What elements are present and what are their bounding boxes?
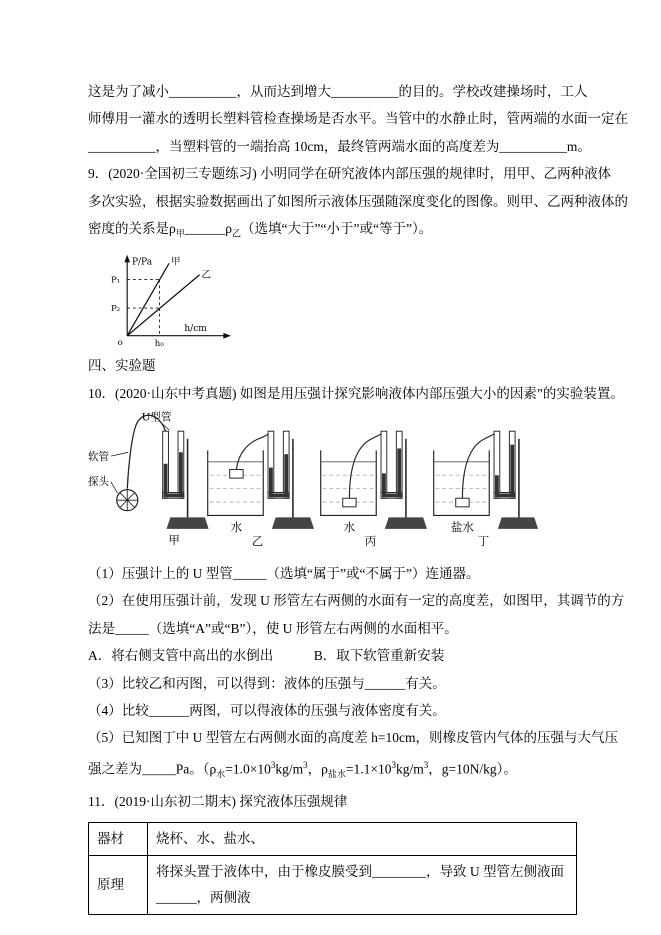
probe-pointer [111, 482, 118, 493]
pressure-depth-graph-svg [104, 250, 238, 350]
p1-label: P₁ [111, 275, 121, 286]
line-jia [127, 263, 169, 335]
hose-label: 软管 [88, 450, 110, 463]
probe-box [230, 469, 243, 478]
text-part: 水 [216, 768, 226, 779]
liquid-name-yi: 水 [230, 519, 243, 534]
text-part: 乙 [232, 228, 242, 239]
intro-line-2: 师傅用一灌水的透明长塑料管检查操场是否水平。当管中的水静止时，管两端的水面一定在 [88, 111, 628, 127]
worksheet-content [88, 78, 628, 915]
text-part: 3 [270, 759, 276, 770]
pressure-depth-graph [104, 250, 580, 350]
liquid-name-bing: 水 [343, 519, 356, 534]
probe-label: 探头 [88, 475, 110, 488]
setup-jia-label: 甲 [168, 533, 180, 548]
p2-label: P₂ [111, 304, 121, 315]
text-part: ______ [184, 221, 226, 237]
text-part: ρ [225, 221, 233, 237]
liquid-right [510, 445, 514, 498]
liquid-right [397, 448, 401, 497]
line-yi-label: 乙 [201, 269, 211, 281]
liquid-bottom [164, 493, 184, 497]
apparatus-svg [88, 410, 540, 552]
text-part: ，g=10N/kg）。 [428, 761, 517, 777]
text-part: 3 [423, 759, 429, 770]
question-9-line-1: 9．(2020·全国初三专题练习) 小明同学在研究液体内部压强的规律时，用甲、乙两种液体 [88, 166, 612, 182]
table-cell-label: 器材 [89, 822, 148, 855]
text-part: =1.1×10 [345, 761, 392, 777]
question-10-sub2-line2: 法是_____（选填“A”或“B”），使 U 形管左右两侧的水面相平。 [88, 620, 458, 636]
hose-tube [127, 415, 165, 488]
line-jia-label: 甲 [171, 256, 181, 268]
table-cell-label: 原理 [89, 855, 148, 914]
probe-box [343, 498, 356, 507]
question-11-title: 11．(2019·山东初二期末) 探究液体压强规律 [88, 794, 348, 810]
table-row-principle [89, 855, 577, 914]
x-axis-arrow [223, 333, 231, 339]
setup-bing-label: 丙 [364, 534, 377, 549]
liquid-right [179, 452, 183, 497]
text-part: 强之差为_____Pa。（ρ [88, 761, 217, 777]
question-10-sub3: （3）比较乙和丙图，可以得到：液体的压强与______有关。 [88, 675, 446, 691]
h0-label: h₀ [154, 339, 164, 350]
setup-yi-label: 乙 [251, 534, 264, 549]
y-axis-arrow [124, 255, 130, 263]
liquid-bottom [269, 493, 289, 497]
text-part: 3 [303, 759, 308, 770]
text-part: 密度的关系是ρ [88, 221, 176, 237]
question-9-line-3 [88, 215, 580, 248]
liquid-bottom [382, 493, 402, 497]
setup-ding [434, 431, 538, 548]
intro-line-3: __________，当塑料管的一端抬高 10cm，最终管两端水面的高度差为__________m。 [88, 138, 591, 154]
text-part: （选填“大于”“小于”或“等于”）。 [241, 221, 433, 237]
question-10-sub2-line1: （2）在使用压强计前，发现 U 形管左右两侧的水面有一定的高度差，如图甲，其调节的方 [88, 593, 625, 609]
hose-tube [236, 431, 270, 469]
pressure-gauge-apparatus-diagram [88, 410, 580, 554]
intro-line-1: 这是为了减小__________，从而达到增大__________的目的。学校改建操场时，工人 [88, 84, 588, 99]
stand-base [498, 517, 538, 528]
text-part: =1.0×10 [225, 761, 271, 777]
stand-base [385, 517, 427, 528]
question-10-title: 10．(2020·山东中考真题) 如图是用压强计探究影响液体内部压强大小的因素”的实验装置。 [88, 385, 624, 401]
text-part: kg/m [275, 761, 304, 777]
text-part: kg/m [396, 761, 424, 777]
hose-pointer [111, 452, 128, 456]
stand-base [167, 517, 209, 528]
question-9-line-2: 多次实验，根据实验数据画出了如图所示液体压强随深度变化的图像。则甲、乙两种液体的 [88, 193, 628, 209]
table-cell-content: 烧杯、水、盐水、 [148, 822, 577, 855]
beaker-yi [208, 450, 264, 515]
u-tube-label: U型管 [141, 411, 172, 424]
setup-jia [88, 411, 209, 548]
liquid-name-ding: 盐水 [450, 519, 474, 534]
table-row-apparatus [89, 822, 577, 855]
hose-tube [462, 431, 496, 498]
setup-ding-label: 丁 [477, 534, 490, 549]
setup-bing [321, 431, 427, 548]
probe-box [456, 498, 469, 507]
section-heading-experiments: 四、实验题 [88, 358, 156, 374]
question-10-sub4: （4）比较______两图，可以得液体的压强与液体密度有关。 [88, 702, 446, 718]
question-10-sub1: （1）压强计上的 U 型管_____（选填“属于”或“不属于”）连通器。 [88, 565, 480, 581]
question-10-sub5-line1: （5）已知图丁中 U 型管左右两侧水面的高度差 h=10cm，则橡皮管内气体的压强与大气压 [88, 730, 618, 746]
setup-yi [208, 431, 314, 548]
hose-tube [349, 431, 383, 498]
y-axis-label: P/Pa [131, 257, 153, 268]
question-10-sub2-options: A．将右侧支管中高出的水倒出 B．取下软管重新安装 [88, 648, 445, 664]
text-part: ，ρ [307, 761, 328, 777]
liquid-right [284, 454, 288, 497]
liquid-left [164, 464, 168, 498]
experiment-table [88, 822, 577, 915]
text-part: 盐水 [327, 768, 346, 779]
text-part: 3 [391, 759, 397, 770]
stand-base [272, 517, 314, 528]
liquid-bottom [495, 493, 515, 497]
question-10-sub5-line2 [88, 752, 580, 789]
table-cell-content: 将探头置于液体中，由于橡皮膜受到________，导致 U 型管左侧液面______，两侧液 [148, 855, 577, 914]
liquid-left [269, 468, 273, 498]
x-axis-label: h/cm [184, 324, 207, 335]
text-part: 甲 [175, 228, 185, 239]
origin-label: o [117, 338, 123, 349]
